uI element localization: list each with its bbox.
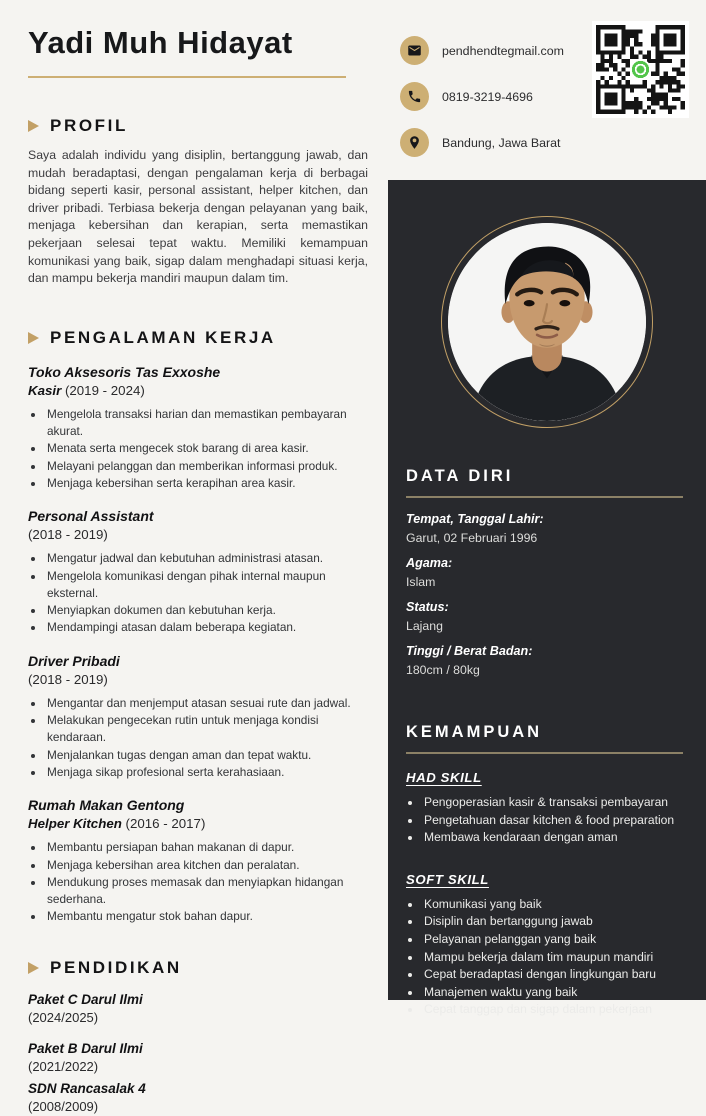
profile-photo bbox=[448, 223, 646, 421]
soft-skill-list bbox=[406, 896, 688, 1019]
bullet-item: • Cepat tanggap dan sigap dalam pekerjaan bbox=[422, 1001, 688, 1019]
job-period bbox=[28, 670, 368, 689]
job-period: (2016 - 2017) bbox=[121, 816, 206, 832]
triangle-marker-icon bbox=[28, 332, 39, 344]
education-entry bbox=[28, 1040, 368, 1076]
job-duties-list bbox=[28, 550, 368, 636]
field-label: Agama: bbox=[406, 556, 453, 570]
triangle-marker-icon bbox=[28, 962, 39, 974]
section-profil bbox=[28, 116, 368, 288]
job-role: Kasir bbox=[28, 382, 62, 398]
contact-email-row bbox=[400, 36, 564, 65]
school-name: SDN Rancasalak 4 bbox=[28, 1080, 146, 1096]
left-column bbox=[28, 24, 368, 1116]
job-period-text: (2018 - 2019) bbox=[28, 671, 108, 687]
contact-phone-row bbox=[400, 82, 564, 111]
map-pin-icon bbox=[400, 128, 429, 157]
bullet-item: • Menjaga sikap profesional serta kerahasiaan. bbox=[45, 764, 368, 781]
job-role: Driver Pribadi bbox=[28, 652, 120, 669]
section-kemampuan bbox=[388, 722, 706, 1019]
job-role-period bbox=[28, 814, 368, 833]
bullet-item: • Menata serta mengecek stok barang di area kasir. bbox=[45, 440, 368, 457]
phone-icon bbox=[400, 82, 429, 111]
section-data-diri bbox=[388, 466, 706, 678]
contact-location-row bbox=[400, 128, 564, 157]
profile-photo-frame bbox=[441, 216, 653, 428]
section-pendidikan bbox=[28, 958, 368, 1116]
bullet-item: • Mengelola komunikasi dengan pihak internal maupun eksternal. bbox=[45, 568, 368, 603]
field-value: 180cm / 80kg bbox=[406, 663, 480, 677]
field-value: Lajang bbox=[406, 619, 443, 633]
bullet-item: • Mampu bekerja dalam tim maupun mandiri bbox=[422, 949, 688, 967]
job-entry-driver-pribadi bbox=[28, 652, 368, 781]
job-role-period bbox=[28, 381, 368, 400]
school-name: Paket C Darul Ilmi bbox=[28, 991, 143, 1007]
section-underline bbox=[406, 752, 683, 754]
job-period bbox=[28, 525, 368, 544]
dark-side-panel bbox=[388, 180, 706, 1017]
education-entry bbox=[28, 1080, 368, 1116]
job-company: Rumah Makan Gentong bbox=[28, 797, 185, 814]
school-name: Paket B Darul Ilmi bbox=[28, 1040, 143, 1056]
field-label: Tempat, Tanggal Lahir: bbox=[406, 512, 544, 526]
school-period: (2024/2025) bbox=[28, 1009, 99, 1025]
bullet-item: • Menjalankan tugas dengan aman dan tepat waktu. bbox=[45, 747, 368, 764]
bullet-item: • Membantu mengatur stok bahan dapur. bbox=[45, 908, 368, 925]
portrait-avatar bbox=[448, 223, 646, 421]
pendidikan-heading bbox=[28, 958, 368, 978]
field-value: Islam bbox=[406, 575, 436, 589]
job-company: Toko Aksesoris Tas Exxoshe bbox=[28, 363, 221, 380]
job-role: Personal Assistant bbox=[28, 508, 154, 525]
job-entry-helper-kitchen bbox=[28, 796, 368, 925]
contact-phone-text: 0819-3219-4696 bbox=[442, 89, 533, 104]
contact-info bbox=[400, 36, 564, 157]
pengalaman-heading bbox=[28, 328, 368, 348]
data-diri-title: DATA DIRI bbox=[406, 467, 514, 485]
job-entry-kasir bbox=[28, 363, 368, 492]
bullet-item: • Membantu persiapan bahan makanan di dapur. bbox=[45, 839, 368, 856]
bullet-item: • Melakukan pengecekan rutin untuk menjaga kondisi kendaraan. bbox=[45, 712, 368, 747]
bullet-item: • Menjaga kebersihan serta kerapihan area kasir. bbox=[45, 475, 368, 492]
hard-skill-heading: HAD SKILL bbox=[406, 770, 482, 785]
hard-skill-list bbox=[406, 794, 688, 847]
bullet-item: • Disiplin dan bertanggung jawab bbox=[422, 913, 688, 931]
pendidikan-title: PENDIDIKAN bbox=[50, 957, 182, 977]
bullet-item: • Melayani pelanggan dan memberikan informasi produk. bbox=[45, 458, 368, 475]
name-underline bbox=[28, 76, 346, 78]
bullet-item: • Pengetahuan dasar kitchen & food preparation bbox=[422, 812, 688, 830]
bullet-item: • Membawa kendaraan dengan aman bbox=[422, 829, 688, 847]
whatsapp-qr-code bbox=[592, 21, 689, 118]
job-duties-list bbox=[28, 839, 368, 925]
profil-title: PROFIL bbox=[50, 116, 128, 135]
bullet-item: • Manajemen waktu yang baik bbox=[422, 984, 688, 1002]
profil-heading bbox=[28, 116, 368, 136]
section-underline bbox=[406, 496, 683, 498]
envelope-icon bbox=[400, 36, 429, 65]
school-period: (2021/2022) bbox=[28, 1058, 99, 1074]
triangle-marker-icon bbox=[28, 120, 39, 132]
bullet-item: • Mengelola transaksi harian dan memastikan pembayaran akurat. bbox=[45, 406, 368, 441]
soft-skill-heading: SOFT SKILL bbox=[406, 871, 489, 887]
field-label: Status: bbox=[406, 600, 449, 614]
bullet-item: • Mengatur jadwal dan kebutuhan administrasi atasan. bbox=[45, 550, 368, 567]
pengalaman-title: PENGALAMAN KERJA bbox=[50, 327, 276, 347]
bullet-item: • Mendampingi atasan dalam beberapa kegiatan. bbox=[45, 619, 368, 636]
bullet-item: • Mendukung proses memasak dan menyiapkan hidangan sederhana. bbox=[45, 874, 368, 909]
person-name: Yadi Muh Hidayat bbox=[28, 25, 293, 60]
profil-text: Saya adalah individu yang disiplin, bertanggung jawab, dan mudah beradaptasi, dengan pengalaman kerja di berbagai bidang seperti kasir, personal assistant, helper kitchen, dan driver pribadi. Terbiasa bekerja dengan pelayanan yang baik, menjaga kebersihan dan kerapian, serta memastikan pekerjaan selesai tepat waktu. Memiliki kemampuan komunikasi yang baik, sigap dalam menghadapi situasi kerja, dan mampu bekerja mandiri maupun dalam tim. bbox=[28, 148, 368, 286]
bullet-item: • Pengoperasian kasir & transaksi pembayaran bbox=[422, 794, 688, 812]
kemampuan-title: KEMAMPUAN bbox=[406, 723, 543, 741]
job-duties-list bbox=[28, 406, 368, 492]
bullet-item: • Menjaga kebersihan area kitchen dan peralatan. bbox=[45, 857, 368, 874]
contact-location-text: Bandung, Jawa Barat bbox=[442, 135, 561, 150]
section-pengalaman-kerja bbox=[28, 328, 368, 926]
bullet-item: • Cepat beradaptasi dengan lingkungan baru bbox=[422, 966, 688, 984]
contact-email-text: pendhendtegmail.com bbox=[442, 43, 564, 58]
bullet-item: • Pelayanan pelanggan yang baik bbox=[422, 931, 688, 949]
bullet-item: • Menyiapkan dokumen dan kebutuhan kerja. bbox=[45, 602, 368, 619]
job-role: Helper Kitchen bbox=[28, 816, 122, 832]
job-period-text: (2018 - 2019) bbox=[28, 527, 108, 543]
job-duties-list bbox=[28, 695, 368, 781]
school-period: (2008/2009) bbox=[28, 1098, 99, 1114]
field-label: Tinggi / Berat Badan: bbox=[406, 644, 533, 658]
field-value: Garut, 02 Februari 1996 bbox=[406, 531, 538, 545]
job-entry-personal-assistant bbox=[28, 507, 368, 636]
job-period: (2019 - 2024) bbox=[61, 382, 145, 398]
bullet-item: • Mengantar dan menjemput atasan sesuai rute dan jadwal. bbox=[45, 695, 368, 712]
bullet-item: • Komunikasi yang baik bbox=[422, 896, 688, 914]
education-entry bbox=[28, 991, 368, 1027]
